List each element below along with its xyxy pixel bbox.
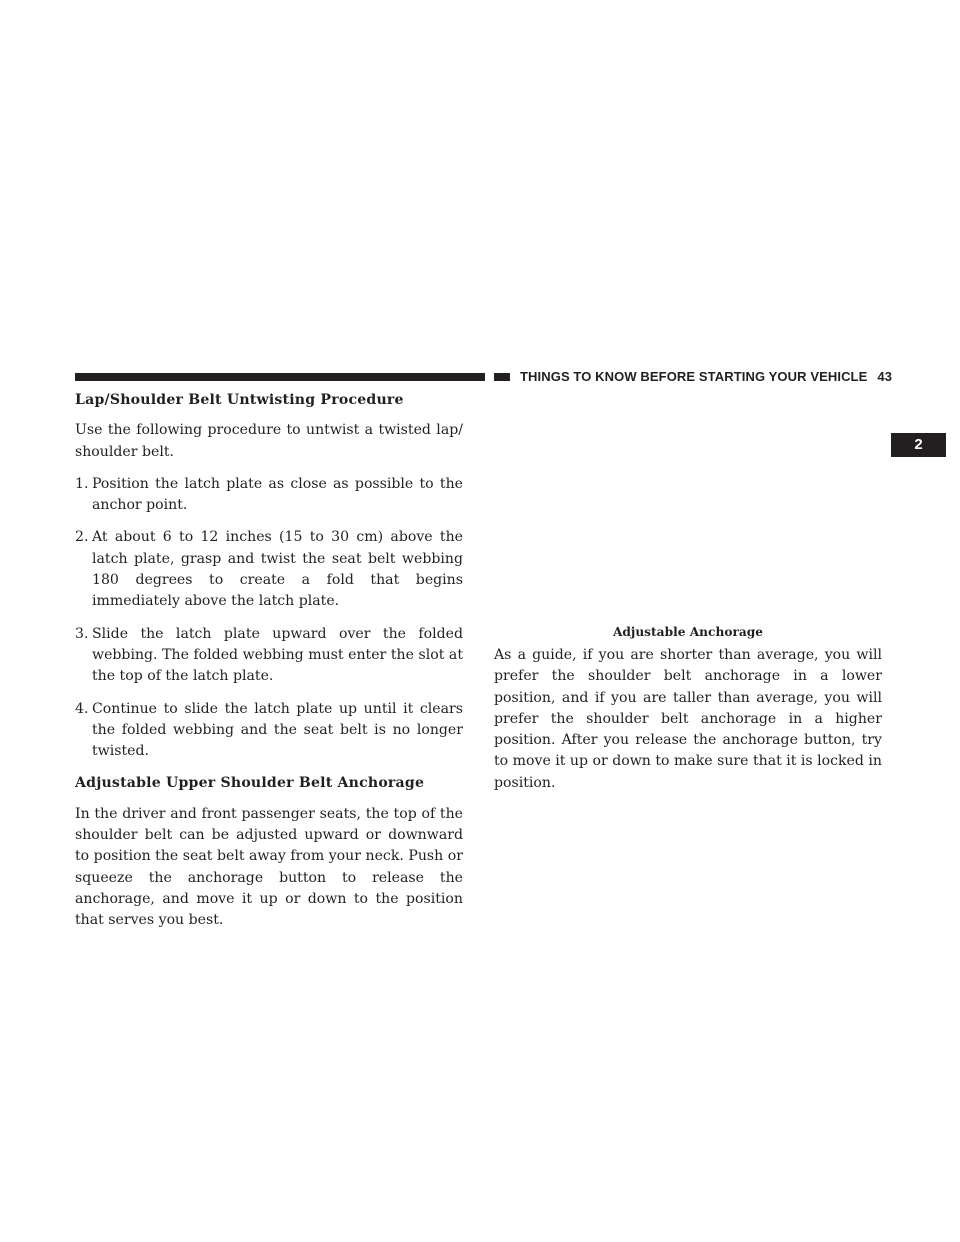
- running-header: [520, 369, 892, 384]
- left-column: [75, 390, 463, 943]
- header-rule: [75, 373, 485, 381]
- procedure-steps: [75, 474, 463, 763]
- list-item: 3. Slide the latch plate upward over the folded webbing. The folded webbing must enter the slot at the top of the latch plate.: [75, 625, 463, 685]
- right-column: [494, 623, 882, 805]
- anchorage-guidance: As a guide, if you are shorter than average, you will prefer the shoulder belt anchorage in a lower position, and if you are taller than average, you will prefer the shoulder belt anchorage in a higher position. After you release the anchorage button, try to move it up or down to make sure that it is locked in position.: [494, 647, 882, 791]
- chapter-tab[interactable]: 2: [891, 433, 946, 457]
- section-heading-untwisting: Lap/Shoulder Belt Untwisting Procedure: [75, 392, 404, 408]
- list-item: 2. At about 6 to 12 inches (15 to 30 cm) above the latch plate, grasp and twist the seat belt webbing 180 degrees to create a fold that begins immediately above the latch plate.: [75, 529, 463, 610]
- section-body-anchorage: In the driver and front passenger seats, the top of the shoulder belt can be adjusted upward or downward to position the seat belt away from your neck. Push or squeeze the anchorage button to release the anchorage, and move it up or down to the position that serves you best.: [75, 805, 463, 929]
- list-item: 1. Position the latch plate as close as possible to the anchor point.: [75, 475, 463, 514]
- section-heading-anchorage: Adjustable Upper Shoulder Belt Anchorage: [75, 775, 425, 792]
- figure-caption: Adjustable Anchorage: [612, 625, 764, 639]
- header-title: THINGS TO KNOW BEFORE STARTING YOUR VEHICLE: [520, 369, 868, 384]
- section-intro: Use the following procedure to untwist a twisted lap/ shoulder belt.: [75, 422, 463, 460]
- page-number: 43: [877, 369, 893, 384]
- header-rule-short: [494, 373, 510, 381]
- list-item: 4. Continue to slide the latch plate up until it clears the folded webbing and the seat belt is no longer twisted.: [75, 700, 463, 760]
